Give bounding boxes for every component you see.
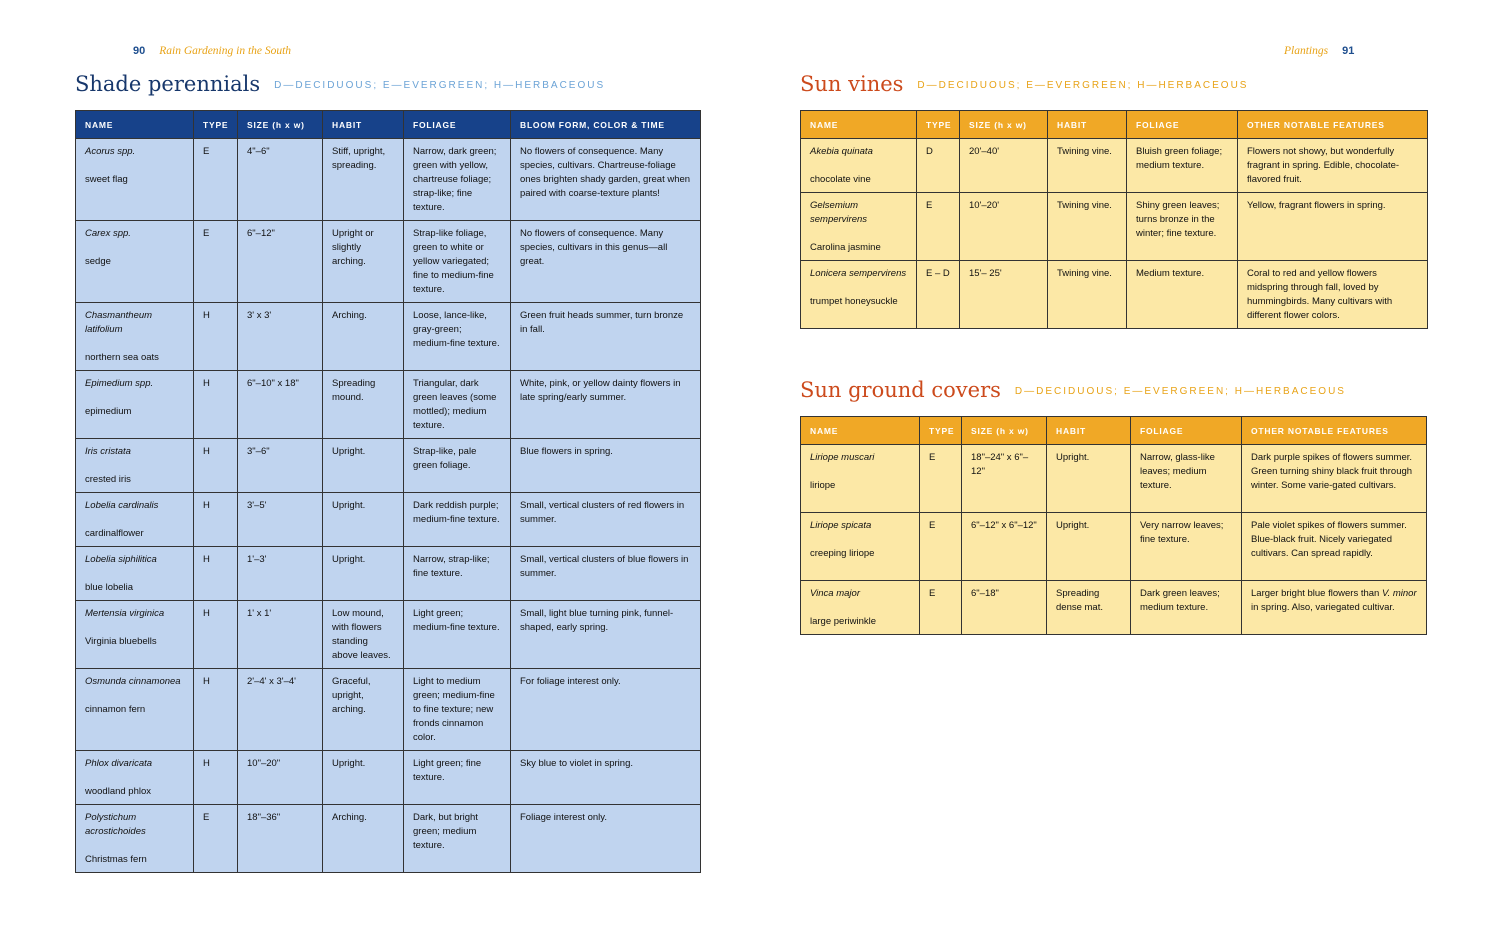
foliage-cell: Light green; medium-fine texture. xyxy=(404,601,511,669)
scientific-name: Carex spp. xyxy=(85,228,131,239)
habit-cell: Arching. xyxy=(323,805,404,873)
right-chapter-title: Plantings xyxy=(1284,45,1329,57)
table-header-row xyxy=(76,111,701,139)
col-header-other: OTHER NOTABLE FEATURES xyxy=(1238,111,1428,139)
table-row xyxy=(801,261,1428,329)
scientific-name: Osmunda cinnamonea xyxy=(85,676,181,687)
bloom-cell: Blue flowers in spring. xyxy=(511,439,701,493)
habit-cell: Upright. xyxy=(323,439,404,493)
col-header-name: NAME xyxy=(801,111,917,139)
common-name: Virginia bluebells xyxy=(85,636,157,647)
col-header-other: OTHER NOTABLE FEATURES xyxy=(1242,417,1427,445)
col-header-size: SIZE (h x w) xyxy=(962,417,1047,445)
bloom-cell: Small, light blue turning pink, funnel-shaped, early spring. xyxy=(511,601,701,669)
scientific-name: Polystichum acrostichoides xyxy=(85,812,146,837)
ground-legend: D—DECIDUOUS; E—EVERGREEN; H—HERBACEOUS xyxy=(1014,386,1346,397)
other-cell: Pale violet spikes of flowers summer. Blue-black fruit. Nicely variegated cultivars. Can spread rapidly. xyxy=(1242,513,1427,581)
other-cell: Coral to red and yellow flowers midspring through fall, loved by hummingbirds. Many cultivars with different flower colors. xyxy=(1238,261,1428,329)
size-cell: 1'–3' xyxy=(238,547,323,601)
scientific-name: Iris cristata xyxy=(85,446,131,457)
type-cell: H xyxy=(194,493,238,547)
common-name: creeping liriope xyxy=(810,548,875,559)
type-cell: E – D xyxy=(917,261,960,329)
habit-cell: Graceful, upright, arching. xyxy=(323,669,404,751)
col-header-type: TYPE xyxy=(194,111,238,139)
common-name: northern sea oats xyxy=(85,352,159,363)
foliage-cell: Triangular, dark green leaves (some mottled); medium texture. xyxy=(404,371,511,439)
habit-cell: Twining vine. xyxy=(1048,261,1127,329)
scientific-name: Vinca major xyxy=(810,588,860,599)
scientific-name: Gelsemium sempervirens xyxy=(810,200,868,225)
name-cell xyxy=(76,751,194,805)
type-cell: E xyxy=(194,221,238,303)
table-row xyxy=(801,513,1427,581)
name-cell xyxy=(76,601,194,669)
ground-title-text: Sun ground covers xyxy=(800,378,1001,402)
size-cell: 2'–4' x 3'–4' xyxy=(238,669,323,751)
common-name: sweet flag xyxy=(85,174,128,185)
habit-cell: Upright. xyxy=(323,751,404,805)
col-header-foliage: FOLIAGE xyxy=(404,111,511,139)
bloom-cell: No flowers of consequence. Many species, cultivars. Chartreuse-foliage ones brighten shady garden, great when paired with coarse-texture plants! xyxy=(511,139,701,221)
vines-legend: D—DECIDUOUS; E—EVERGREEN; H—HERBACEOUS xyxy=(917,80,1249,91)
scientific-name: Chasmantheum latifolium xyxy=(85,310,153,335)
table-row xyxy=(76,805,701,873)
bloom-cell: For foliage interest only. xyxy=(511,669,701,751)
col-header-foliage: FOLIAGE xyxy=(1131,417,1242,445)
table-row xyxy=(801,139,1428,193)
common-name: sedge xyxy=(85,256,111,267)
habit-cell: Arching. xyxy=(323,303,404,371)
type-cell: E xyxy=(920,513,962,581)
scientific-name: Akebia quinata xyxy=(810,146,873,157)
common-name: cinnamon fern xyxy=(85,704,146,715)
other-text-italic: V. minor xyxy=(1381,588,1417,599)
habit-cell: Upright. xyxy=(1047,513,1131,581)
common-name: epimedium xyxy=(85,406,132,417)
table-row xyxy=(76,371,701,439)
left-page-number: 90 xyxy=(133,45,146,57)
size-cell: 20'–40' xyxy=(960,139,1048,193)
scientific-name: Lobelia siphilitica xyxy=(85,554,157,565)
name-cell xyxy=(76,669,194,751)
common-name: Christmas fern xyxy=(85,854,147,865)
bloom-cell: Sky blue to violet in spring. xyxy=(511,751,701,805)
name-cell xyxy=(801,261,917,329)
other-cell: Flowers not showy, but wonderfully fragrant in spring. Edible, chocolate-flavored fruit. xyxy=(1238,139,1428,193)
right-running-header xyxy=(1284,45,1354,57)
ground-section-title xyxy=(800,378,1346,402)
habit-cell: Spreading mound. xyxy=(323,371,404,439)
type-cell: E xyxy=(194,805,238,873)
size-cell: 3"–6" xyxy=(238,439,323,493)
sun-vines-table xyxy=(800,110,1428,329)
shade-section-title xyxy=(75,72,605,96)
name-cell xyxy=(76,547,194,601)
table-row xyxy=(76,139,701,221)
scientific-name: Mertensia virginica xyxy=(85,608,165,619)
right-page-number: 91 xyxy=(1342,45,1355,57)
common-name: blue lobelia xyxy=(85,582,134,593)
name-cell xyxy=(76,221,194,303)
type-cell: H xyxy=(194,439,238,493)
scientific-name: Phlox divaricata xyxy=(85,758,153,769)
foliage-cell: Loose, lance-like, gray-green; medium-fine texture. xyxy=(404,303,511,371)
table-row xyxy=(76,439,701,493)
other-cell: Dark purple spikes of flowers summer. Green turning shiny black fruit through winter. Some varie-gated cultivars. xyxy=(1242,445,1427,513)
table-row xyxy=(801,193,1428,261)
size-cell: 6"–12" x 6"–12" xyxy=(962,513,1047,581)
name-cell xyxy=(801,513,920,581)
name-cell xyxy=(801,139,917,193)
table-row xyxy=(76,669,701,751)
type-cell: E xyxy=(920,445,962,513)
bloom-cell: White, pink, or yellow dainty flowers in late spring/early summer. xyxy=(511,371,701,439)
name-cell xyxy=(76,805,194,873)
common-name: woodland phlox xyxy=(85,786,152,797)
vines-section-title xyxy=(800,72,1248,96)
col-header-type: TYPE xyxy=(920,417,962,445)
size-cell: 3'–5' xyxy=(238,493,323,547)
scientific-name: Epimedium spp. xyxy=(85,378,154,389)
type-cell: H xyxy=(194,601,238,669)
habit-cell: Upright. xyxy=(323,493,404,547)
foliage-cell: Dark, but bright green; medium texture. xyxy=(404,805,511,873)
left-book-title: Rain Gardening in the South xyxy=(159,45,292,57)
sun-ground-covers-table xyxy=(800,416,1427,635)
habit-cell: Upright or slightly arching. xyxy=(323,221,404,303)
common-name: cardinalflower xyxy=(85,528,144,539)
table-header-row xyxy=(801,417,1427,445)
foliage-cell: Dark reddish purple; medium-fine texture. xyxy=(404,493,511,547)
col-header-foliage: FOLIAGE xyxy=(1127,111,1238,139)
foliage-cell: Shiny green leaves; turns bronze in the winter; fine texture. xyxy=(1127,193,1238,261)
scientific-name: Lonicera sempervirens xyxy=(810,268,907,279)
bloom-cell: Small, vertical clusters of blue flowers in summer. xyxy=(511,547,701,601)
col-header-bloom: BLOOM FORM, COLOR & TIME xyxy=(511,111,701,139)
foliage-cell: Light to medium green; medium-fine to fine texture; new fronds cinnamon color. xyxy=(404,669,511,751)
habit-cell: Low mound, with flowers standing above leaves. xyxy=(323,601,404,669)
size-cell: 10"–20" xyxy=(238,751,323,805)
name-cell xyxy=(801,193,917,261)
name-cell xyxy=(76,493,194,547)
col-header-type: TYPE xyxy=(917,111,960,139)
col-header-name: NAME xyxy=(76,111,194,139)
name-cell xyxy=(76,371,194,439)
habit-cell: Stiff, upright, spreading. xyxy=(323,139,404,221)
type-cell: E xyxy=(194,139,238,221)
foliage-cell: Bluish green foliage; medium texture. xyxy=(1127,139,1238,193)
size-cell: 18"–24" x 6"–12" xyxy=(962,445,1047,513)
foliage-cell: Light green; fine texture. xyxy=(404,751,511,805)
size-cell: 18"–36" xyxy=(238,805,323,873)
scientific-name: Liriope spicata xyxy=(810,520,872,531)
foliage-cell: Strap-like, pale green foliage. xyxy=(404,439,511,493)
col-header-size: SIZE (h x w) xyxy=(960,111,1048,139)
other-cell xyxy=(1242,581,1427,635)
scientific-name: Acorus spp. xyxy=(85,146,136,157)
size-cell: 6"–18" xyxy=(962,581,1047,635)
col-header-habit: HABIT xyxy=(1048,111,1127,139)
size-cell: 1' x 1' xyxy=(238,601,323,669)
table-row xyxy=(76,601,701,669)
habit-cell: Twining vine. xyxy=(1048,193,1127,261)
habit-cell: Upright. xyxy=(323,547,404,601)
name-cell xyxy=(801,445,920,513)
bloom-cell: Small, vertical clusters of red flowers in summer. xyxy=(511,493,701,547)
bloom-cell: No flowers of consequence. Many species, cultivars in this genus—all great. xyxy=(511,221,701,303)
other-text-pre: Larger bright blue flowers than xyxy=(1251,588,1382,599)
bloom-cell: Foliage interest only. xyxy=(511,805,701,873)
left-running-header xyxy=(133,45,291,57)
size-cell: 4"–6" xyxy=(238,139,323,221)
size-cell: 3' x 3' xyxy=(238,303,323,371)
type-cell: H xyxy=(194,303,238,371)
common-name: trumpet honeysuckle xyxy=(810,296,898,307)
vines-title-text: Sun vines xyxy=(800,72,904,96)
size-cell: 15'– 25' xyxy=(960,261,1048,329)
name-cell xyxy=(76,303,194,371)
type-cell: H xyxy=(194,669,238,751)
col-header-size: SIZE (h x w) xyxy=(238,111,323,139)
habit-cell: Twining vine. xyxy=(1048,139,1127,193)
type-cell: E xyxy=(917,193,960,261)
col-header-habit: HABIT xyxy=(323,111,404,139)
common-name: chocolate vine xyxy=(810,174,871,185)
foliage-cell: Strap-like foliage, green to white or yellow variegated; fine to medium-fine texture. xyxy=(404,221,511,303)
other-text-post: in spring. Also, variegated cultivar. xyxy=(1251,602,1395,613)
foliage-cell: Narrow, strap-like; fine texture. xyxy=(404,547,511,601)
scientific-name: Lobelia cardinalis xyxy=(85,500,159,511)
table-row xyxy=(76,303,701,371)
size-cell: 6"–10" x 18" xyxy=(238,371,323,439)
size-cell: 10'–20' xyxy=(960,193,1048,261)
type-cell: H xyxy=(194,751,238,805)
type-cell: D xyxy=(917,139,960,193)
common-name: Carolina jasmine xyxy=(810,242,881,253)
foliage-cell: Dark green leaves; medium texture. xyxy=(1131,581,1242,635)
table-row xyxy=(76,547,701,601)
common-name: liriope xyxy=(810,480,836,491)
name-cell xyxy=(801,581,920,635)
table-header-row xyxy=(801,111,1428,139)
type-cell: H xyxy=(194,547,238,601)
foliage-cell: Very narrow leaves; fine texture. xyxy=(1131,513,1242,581)
common-name: large periwinkle xyxy=(810,616,877,627)
table-row xyxy=(76,751,701,805)
shade-title-text: Shade perennials xyxy=(75,72,261,96)
table-row xyxy=(76,221,701,303)
name-cell xyxy=(76,439,194,493)
foliage-cell: Narrow, dark green; green with yellow, chartreuse foliage; strap-like; fine texture. xyxy=(404,139,511,221)
col-header-name: NAME xyxy=(801,417,920,445)
habit-cell: Upright. xyxy=(1047,445,1131,513)
type-cell: E xyxy=(920,581,962,635)
table-row xyxy=(801,581,1427,635)
table-row xyxy=(801,445,1427,513)
foliage-cell: Narrow, glass-like leaves; medium texture. xyxy=(1131,445,1242,513)
shade-perennials-table xyxy=(75,110,701,873)
bloom-cell: Green fruit heads summer, turn bronze in fall. xyxy=(511,303,701,371)
shade-legend: D—DECIDUOUS; E—EVERGREEN; H—HERBACEOUS xyxy=(274,80,606,91)
col-header-habit: HABIT xyxy=(1047,417,1131,445)
scientific-name: Liriope muscari xyxy=(810,452,875,463)
other-cell: Yellow, fragrant flowers in spring. xyxy=(1238,193,1428,261)
size-cell: 6"–12" xyxy=(238,221,323,303)
foliage-cell: Medium texture. xyxy=(1127,261,1238,329)
type-cell: H xyxy=(194,371,238,439)
habit-cell: Spreading dense mat. xyxy=(1047,581,1131,635)
common-name: crested iris xyxy=(85,474,131,485)
table-row xyxy=(76,493,701,547)
name-cell xyxy=(76,139,194,221)
